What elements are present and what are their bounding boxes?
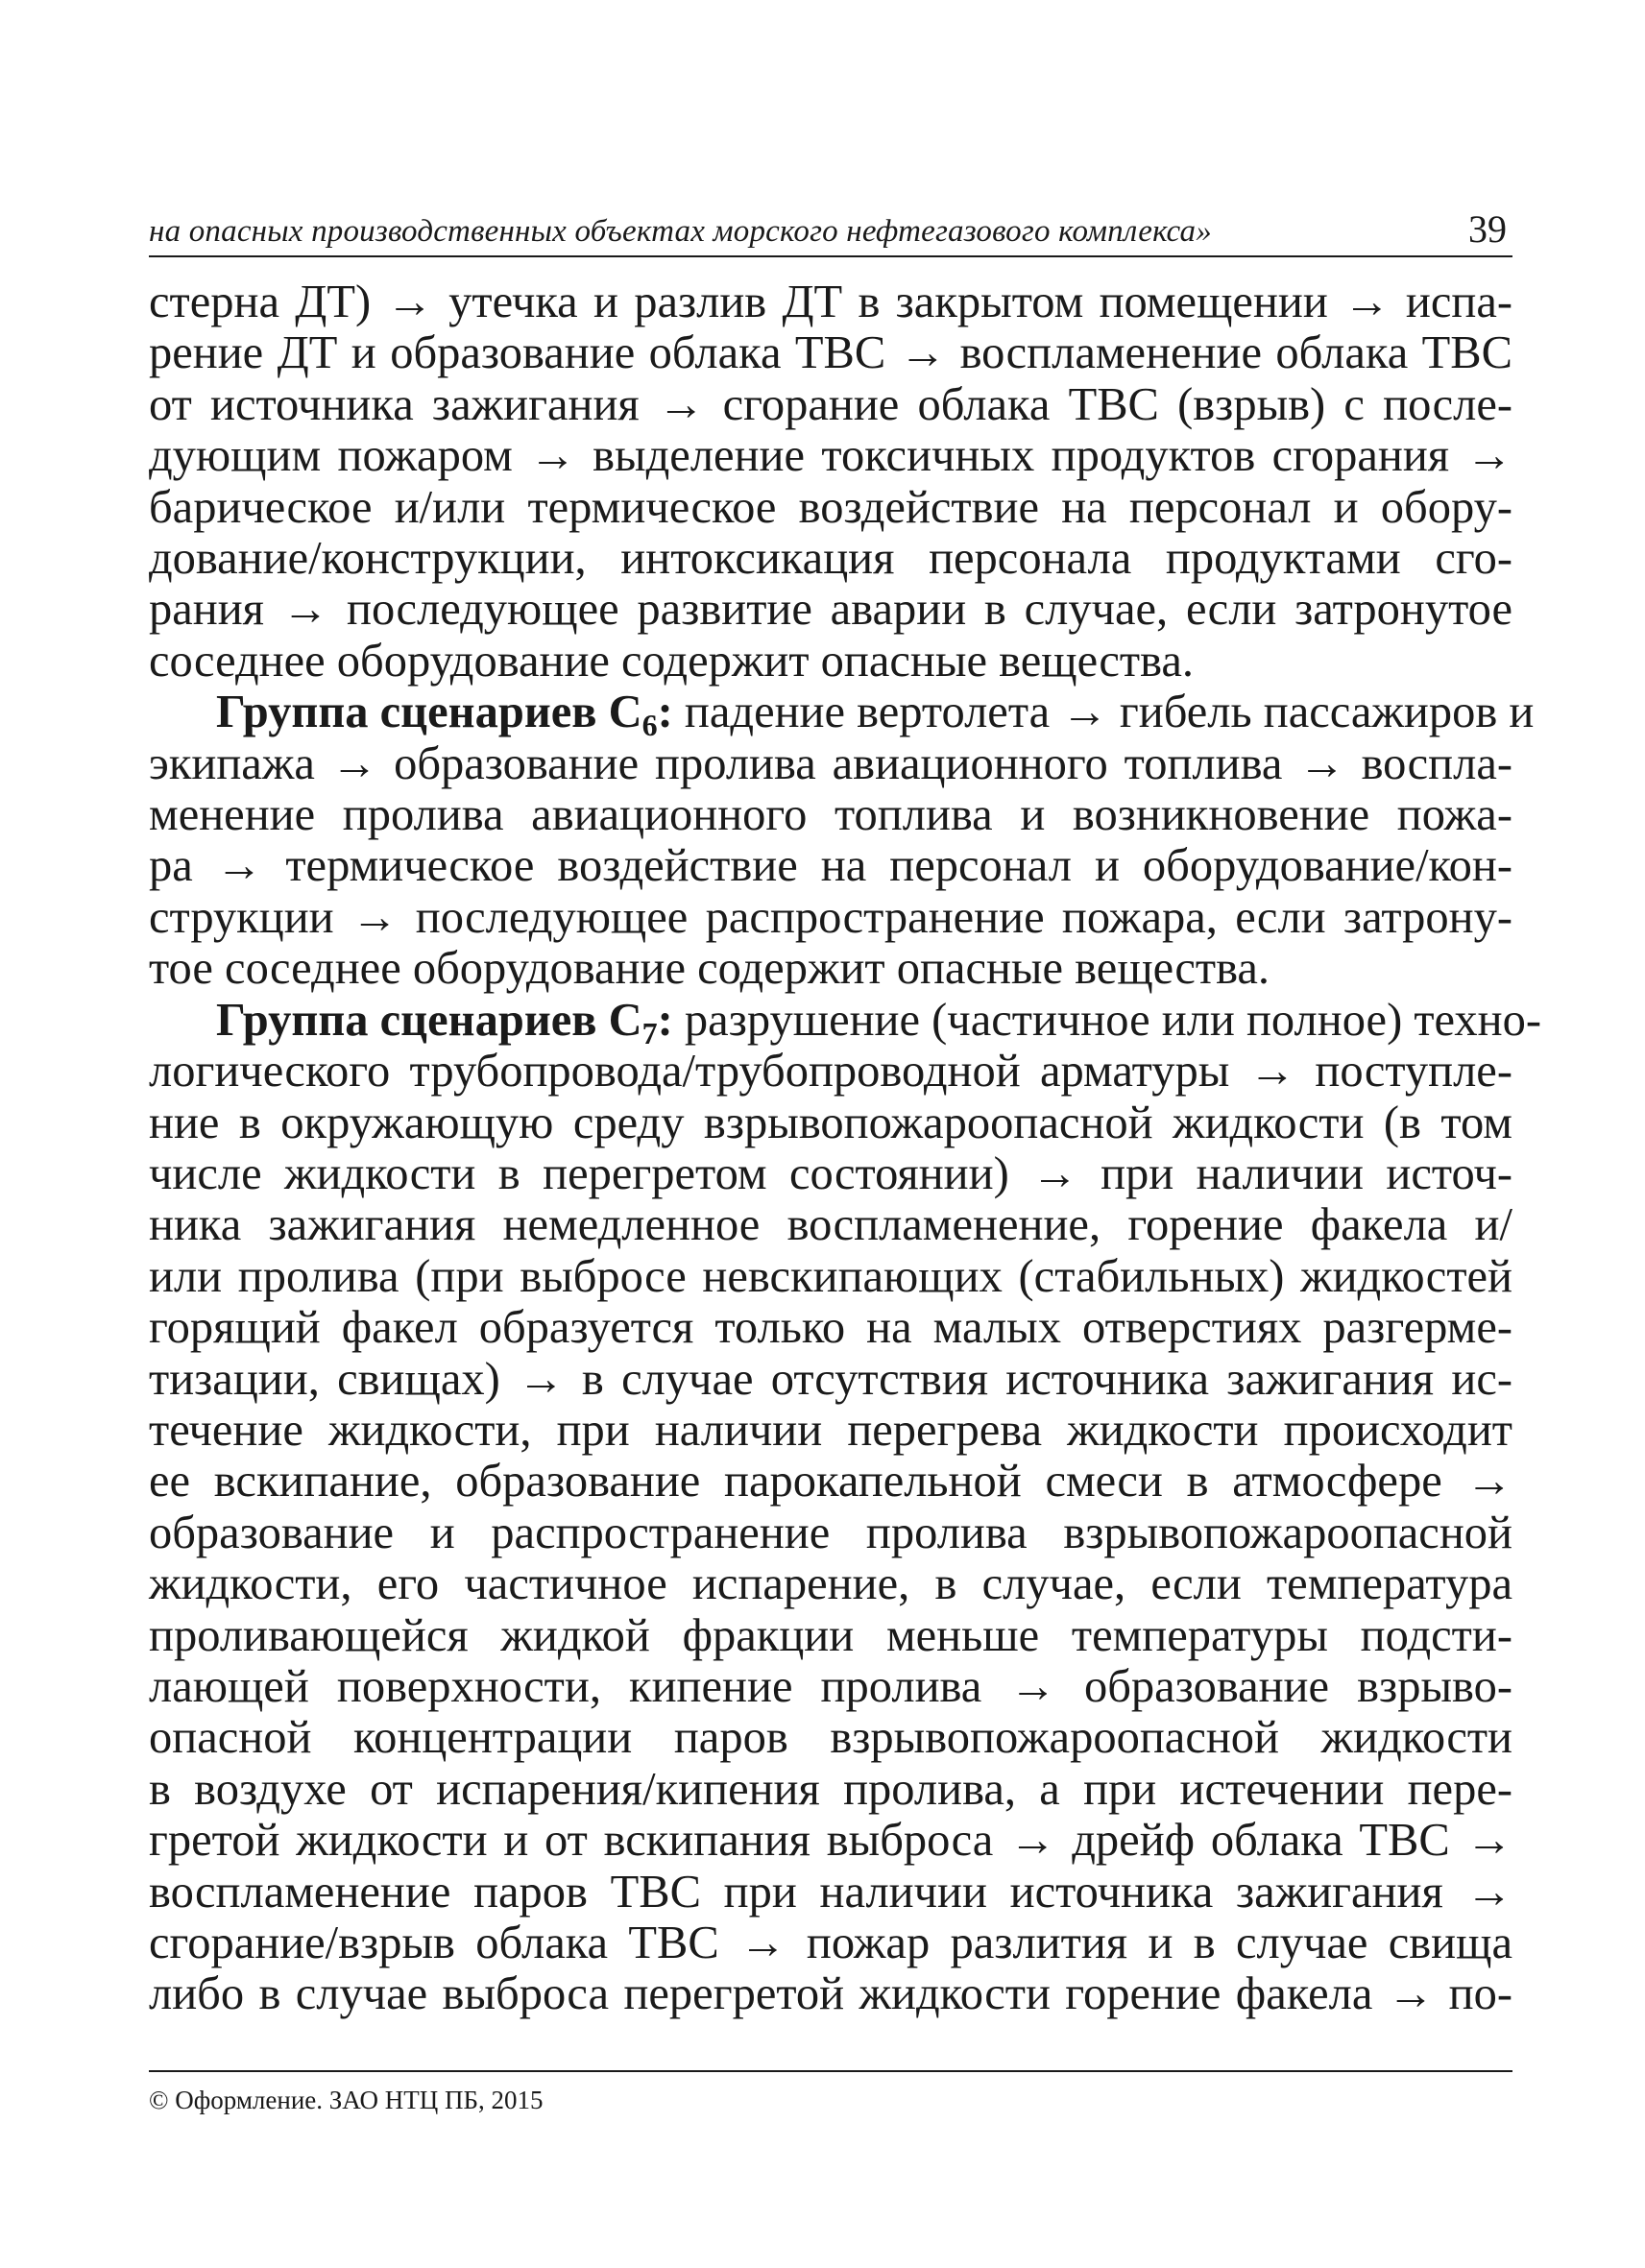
text-line: струкции → последующее распространение пожара, если затрону-	[149, 891, 1512, 943]
text-line: ника зажигания немедленное воспламенение, горение факела и/	[149, 1199, 1512, 1251]
text-line: жидкости, его частичное испарение, в случае, если температура	[149, 1558, 1512, 1610]
text-line: сгорание/взрыв облака ТВС → пожар разлития и в случае свища	[149, 1918, 1512, 1968]
text-line: или пролива (при выбросе невскипающих (стабильных) жидкостей	[149, 1250, 1512, 1302]
running-title: на опасных производственных объектах морского нефтегазового комплекса»	[149, 214, 1212, 249]
paragraph-scenario-c6	[149, 687, 1535, 995]
text-run: разрушение (частичное или полное) техно-	[672, 994, 1542, 1046]
paragraph-continuation	[149, 277, 1512, 687]
text-line: горящий факел образуется только на малых отверстиях разгерме-	[149, 1302, 1512, 1354]
text-line: лающей поверхности, кипение пролива → образование взрыво-	[149, 1660, 1512, 1712]
text-line: от источника зажигания → сгорание облака ТВС (взрыв) с после-	[149, 378, 1512, 430]
text-line: проливающейся жидкой фракции меньше температуры подсти-	[149, 1609, 1512, 1661]
text-line-first	[149, 687, 1535, 743]
page-number: 39	[1468, 207, 1507, 251]
text-line: в воздухе от испарения/кипения пролива, а при истечении пере-	[149, 1763, 1512, 1815]
text-line: дующим пожаром → выделение токсичных продуктов сгорания →	[149, 430, 1512, 482]
scenario-group-label: Группа сценариев $С_7$:	[216, 994, 673, 1050]
text-line: стерна ДТ) → утечка и разлив ДТ в закрытом помещении → испа-	[149, 277, 1512, 327]
text-line: дование/конструкции, интоксикация персонала продуктами сго-	[149, 533, 1512, 585]
running-header	[149, 202, 1512, 257]
text-line: течение жидкости, при наличии перегрева жидкости происходит	[149, 1404, 1512, 1456]
text-line: экипажа → образование пролива авиационного топлива → воспла-	[149, 737, 1512, 789]
text-line: рания → последующее развитие аварии в случае, если затронутое	[149, 584, 1512, 636]
text-line: логического трубопровода/трубопроводной арматуры → поступле-	[149, 1046, 1512, 1098]
text-line: рение ДТ и образование облака ТВС → воспламенение облака ТВС	[149, 327, 1512, 379]
text-line: тизации, свищах) → в случае отсутствия источника зажигания ис-	[149, 1353, 1512, 1405]
text-line: либо в случае выброса перегретой жидкости горение факела → по-	[149, 1968, 1512, 2020]
text-line: образование и распространение пролива взрывопожароопасной	[149, 1507, 1512, 1558]
copyright-note: © Оформление. ЗАО НТЦ ПБ, 2015	[149, 2086, 544, 2114]
text-line: числе жидкости в перегретом состоянии) → при наличии источ-	[149, 1147, 1512, 1199]
document-page	[149, 202, 1542, 2122]
text-line: воспламенение паров ТВС при наличии источника зажигания →	[149, 1866, 1512, 1918]
paragraph-scenario-c7	[149, 994, 1542, 2020]
text-line: тое соседнее оборудование содержит опасные вещества.	[149, 943, 1270, 995]
text-line: менение пролива авиационного топлива и возникновение пожа-	[149, 789, 1512, 841]
scenario-group-label: Группа сценариев $С_6$:	[216, 687, 673, 743]
text-run: падение вертолета → гибель пассажиров и	[672, 687, 1535, 738]
text-line: ее вскипание, образование парокапельной смеси в атмосфере →	[149, 1456, 1512, 1508]
text-line: соседнее оборудование содержит опасные вещества.	[149, 635, 1194, 687]
body-text	[149, 277, 1542, 2020]
page-footer	[149, 2070, 1512, 2115]
text-line: ра → термическое воздействие на персонал и оборудование/кон-	[149, 840, 1512, 892]
scenario-subscript: 7	[641, 1015, 658, 1050]
scenario-subscript: 6	[641, 708, 658, 743]
text-line: гретой жидкости и от вскипания выброса → дрейф облака ТВС →	[149, 1815, 1512, 1867]
text-line: барическое и/или термическое воздействие на персонал и обору-	[149, 481, 1512, 533]
text-line: ние в окружающую среду взрывопожароопасной жидкости (в том	[149, 1097, 1512, 1148]
text-line-first	[149, 994, 1542, 1050]
text-line: опасной концентрации паров взрывопожароопасной жидкости	[149, 1712, 1512, 1764]
